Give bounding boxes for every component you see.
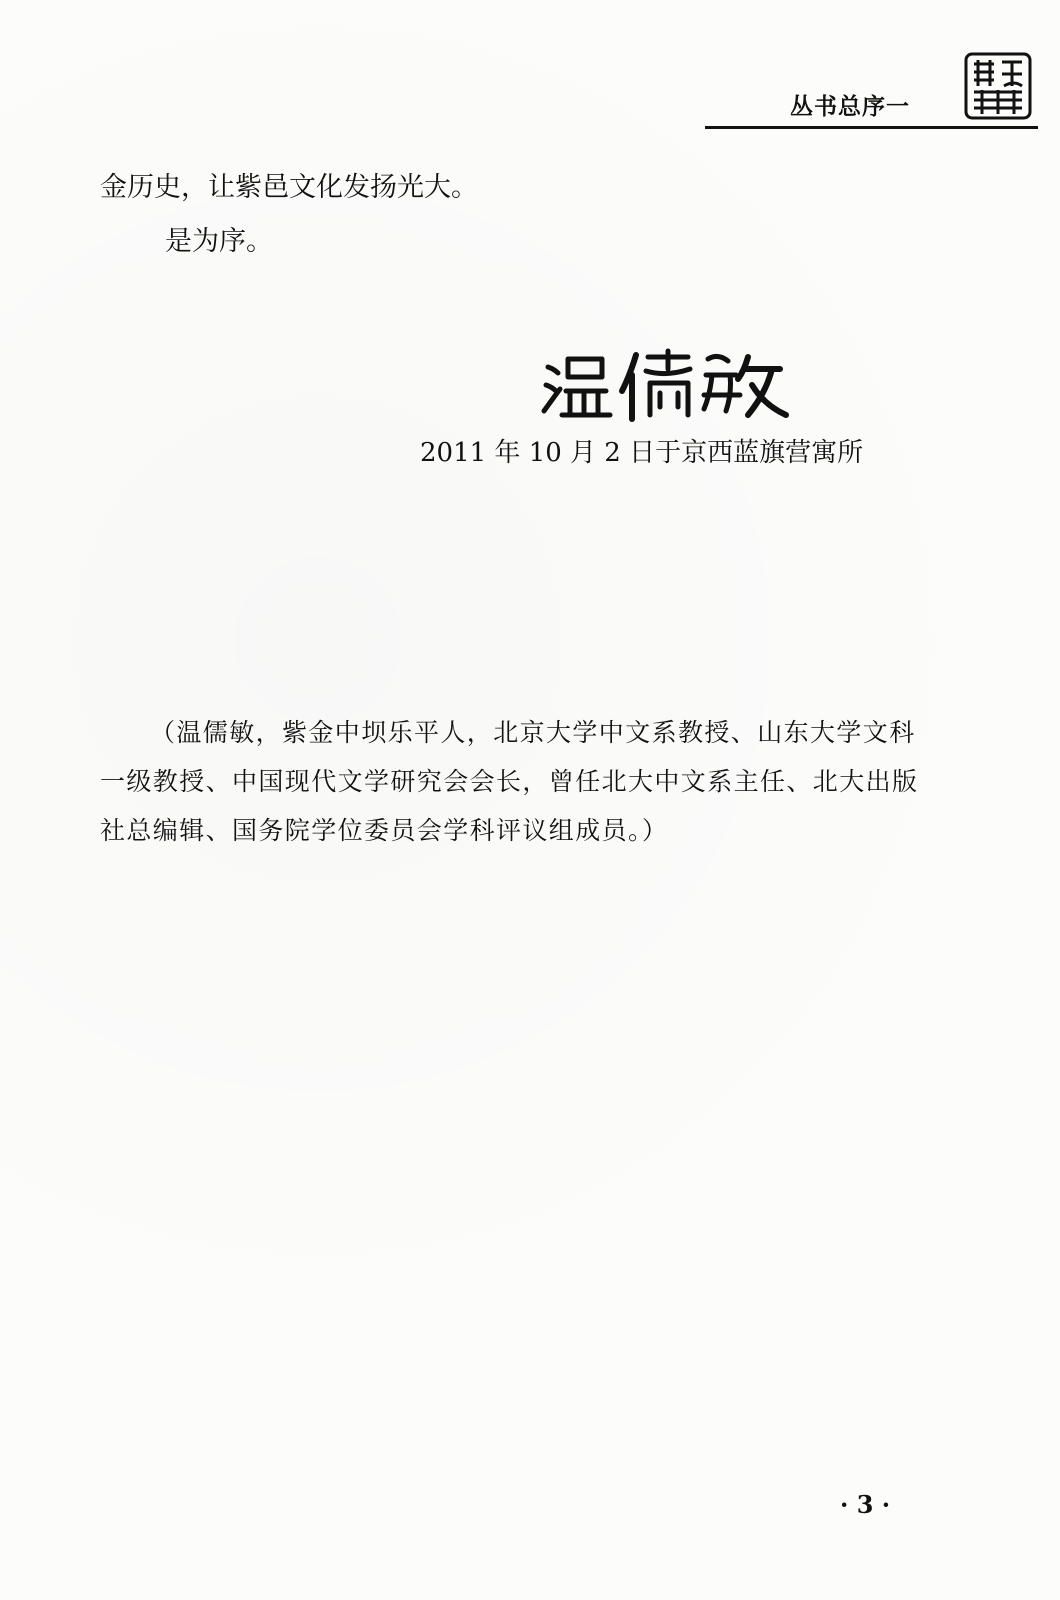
handwritten-signature <box>540 345 790 425</box>
bio-line: 社总编辑、国务院学位委员会学科评议组成员。） <box>100 816 669 845</box>
author-bio-note <box>100 708 930 855</box>
bio-line: 一级教授、中国现代文学研究会会长，曾任北大中文系主任、北大出版 <box>100 767 919 796</box>
dateline: 2011 年 10 月 2 日于京西蓝旗营寓所 <box>420 438 864 468</box>
closing-phrase: 是为序。 <box>165 226 273 257</box>
header-rule <box>705 126 1038 129</box>
series-seal-logo <box>964 52 1032 120</box>
running-head: 丛书总序一 <box>790 94 910 120</box>
bio-line: （温儒敏，紫金中坝乐平人，北京大学中文系教授、山东大学文科 <box>150 718 916 747</box>
page-number: · 3 · <box>840 1490 891 1519</box>
body-paragraph-line: 金历史，让紫邑文化发扬光大。 <box>100 172 478 203</box>
